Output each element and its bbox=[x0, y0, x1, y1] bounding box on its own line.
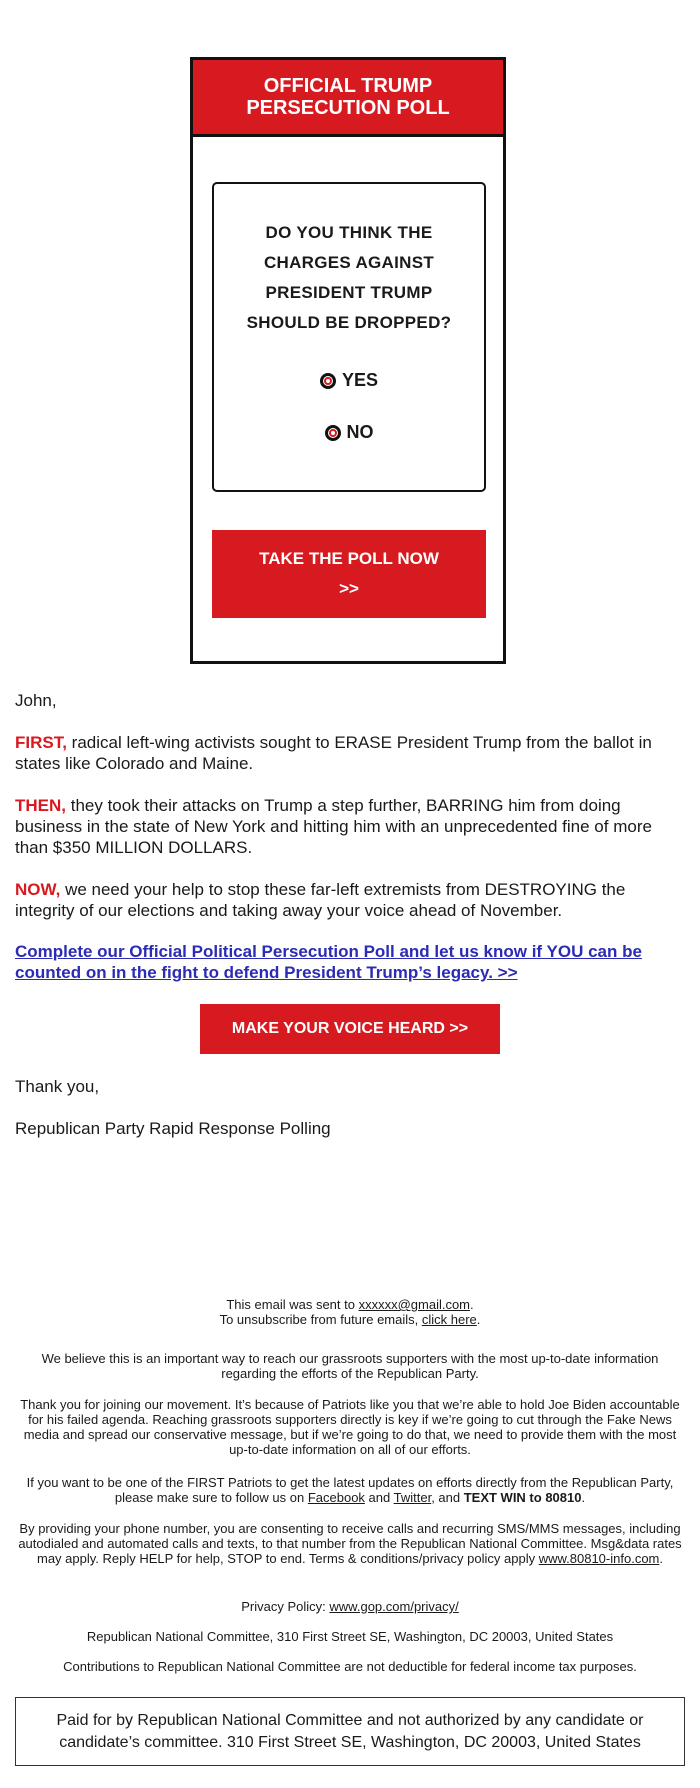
footer-thanks: Thank you for joining our movement. It’s because of Patriots like you that we’re able to hold Joe Biden accountable for his failed agenda. Reaching grassroots supporters directly is key if we’re going to cut through the Fake News media and spread our conservative message, but if we’re going to do that, we need to provide them with the most up-to-date information on all of our efforts. bbox=[20, 1397, 680, 1457]
take-poll-button[interactable]: TAKE THE POLL NOW >> bbox=[212, 530, 486, 618]
paragraph-then bbox=[15, 795, 685, 858]
footer-follow: If you want to be one of the FIRST Patriots to get the latest updates on efforts directly from the Republican Party, please make sure to follow us on Facebook and Twitter, and TEXT WIN to 80810. bbox=[26, 1475, 674, 1505]
signature: Republican Party Rapid Response Polling bbox=[15, 1119, 331, 1138]
paid-for-disclaimer: Paid for by Republican National Committee and not authorized by any candidate or candidate’s committee. 310 First Street SE, Washington, DC 20003, United States bbox=[15, 1697, 685, 1766]
footer-sent-to: This email was sent to xxxxxx@gmail.com. To unsubscribe from future emails, click here. bbox=[219, 1297, 481, 1327]
twitter-link[interactable]: Twitter bbox=[393, 1490, 432, 1505]
paragraph-now-lead: NOW, bbox=[15, 880, 61, 899]
footer-address: Republican National Committee, 310 First Street SE, Washington, DC 20003, United States bbox=[86, 1629, 614, 1644]
greeting: John, bbox=[15, 691, 57, 710]
footer-contributions: Contributions to Republican National Committee are not deductible for federal income tax purposes. bbox=[63, 1659, 637, 1674]
paragraph-now-text: we need your help to stop these far-left extremists from DESTROYING the integrity of our elections and taking away your voice ahead of November. bbox=[15, 880, 626, 920]
poll-option-yes-label: YES bbox=[341, 370, 379, 390]
cta-link-block bbox=[15, 941, 685, 983]
unsubscribe-link[interactable]: click here bbox=[421, 1312, 477, 1327]
poll-cta-link[interactable]: Complete our Official Political Persecution Poll and let us know if YOU can be counted on in the fight to defend President Trump’s legacy. >> bbox=[15, 942, 642, 982]
paragraph-now bbox=[15, 879, 685, 921]
make-voice-heard-button[interactable]: MAKE YOUR VOICE HEARD >> bbox=[200, 1004, 500, 1054]
email-address-link[interactable]: xxxxxx@gmail.com bbox=[358, 1297, 471, 1312]
poll-question: DO YOU THINK THE CHARGES AGAINST PRESIDENT TRUMP SHOULD BE DROPPED? bbox=[246, 223, 452, 332]
poll-question-box bbox=[212, 182, 486, 492]
poll-option-no-label: NO bbox=[346, 422, 374, 442]
facebook-link[interactable]: Facebook bbox=[307, 1490, 365, 1505]
footer-privacy: Privacy Policy: www.gop.com/privacy/ bbox=[241, 1599, 459, 1614]
text-win-code: TEXT WIN to 80810 bbox=[463, 1490, 582, 1505]
poll-header: OFFICIAL TRUMP PERSECUTION POLL bbox=[193, 60, 503, 137]
paragraph-first-lead: FIRST, bbox=[15, 733, 67, 752]
poll-option-yes[interactable] bbox=[214, 370, 484, 391]
paragraph-then-text: they took their attacks on Trump a step further, BARRING him from doing business in the state of New York and hitting him with an unprecedented fine of more than $350 MILLION DOLLARS. bbox=[15, 796, 652, 857]
radio-icon[interactable] bbox=[325, 425, 341, 441]
poll-card bbox=[190, 57, 506, 664]
signoff: Thank you, bbox=[15, 1077, 100, 1096]
poll-option-no[interactable] bbox=[214, 422, 484, 443]
privacy-policy-link[interactable]: www.gop.com/privacy/ bbox=[329, 1599, 459, 1614]
radio-icon[interactable] bbox=[320, 373, 336, 389]
paragraph-first-text: radical left-wing activists sought to ERASE President Trump from the ballot in states like Colorado and Maine. bbox=[15, 733, 652, 773]
paragraph-then-lead: THEN, bbox=[15, 796, 66, 815]
footer-sms-consent: By providing your phone number, you are consenting to receive calls and recurring SMS/MMS messages, including autodialed and automated calls and texts, to that number from the Republican National Committee. Msg&data rates may apply. Reply HELP for help, STOP to end. Terms & conditions/privacy policy apply www.80810-info.com. bbox=[18, 1521, 682, 1566]
sms-terms-link[interactable]: www.80810-info.com bbox=[538, 1551, 660, 1566]
footer-believe: We believe this is an important way to reach our grassroots supporters with the most up-to-date information regarding the efforts of the Republican Party. bbox=[41, 1351, 659, 1381]
paragraph-first bbox=[15, 732, 685, 774]
